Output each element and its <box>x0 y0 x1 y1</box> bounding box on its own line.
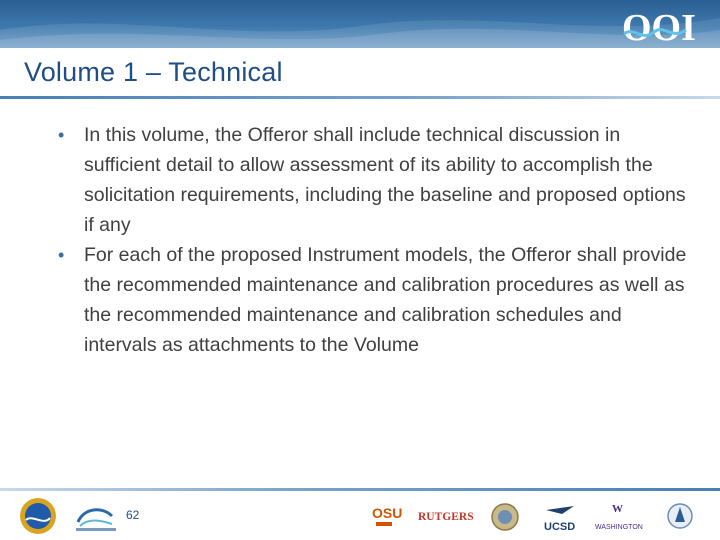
header-band <box>0 0 720 48</box>
osu-logo-icon <box>372 502 403 532</box>
bullet-item <box>58 240 698 360</box>
bullet-item <box>58 120 698 240</box>
slide-number: 62 <box>126 508 140 522</box>
ucsd-logo-icon <box>542 500 578 534</box>
bullet-text: For each of the proposed Instrument models, the Offeror shall provide the recommended maintenance and calibration procedures as well as the recommended maintenance and calibration schedules and intervals as attachments to the Volume <box>84 244 687 356</box>
university-seal-icon <box>666 500 694 532</box>
bullet-icon: • <box>58 125 65 145</box>
title-divider <box>0 96 720 99</box>
svg-text:OSU: OSU <box>372 505 403 521</box>
university-of-washington-logo-icon <box>594 500 644 534</box>
slide-title: Volume 1 – Technical <box>24 57 283 87</box>
ooi-logo <box>620 4 698 48</box>
nsf-logo-icon <box>18 496 58 536</box>
whoi-seal-icon <box>490 502 520 532</box>
title-area <box>0 48 720 98</box>
svg-text:UCSD: UCSD <box>544 521 576 533</box>
svg-text:RUTGERS: RUTGERS <box>418 511 474 523</box>
rutgers-logo-icon <box>418 506 472 526</box>
ocean-leadership-logo-icon <box>74 500 118 534</box>
bullet-list <box>58 120 698 360</box>
bullet-icon: • <box>58 245 65 265</box>
svg-text:OOI: OOI <box>622 7 696 49</box>
bullet-text: In this volume, the Offeror shall include technical discussion in sufficient detail to allow assessment of its ability to accomplish the solicitation requirements, including the baseline and proposed options if any <box>84 124 686 236</box>
footer-divider <box>0 488 720 491</box>
slide-content <box>58 120 698 360</box>
svg-text:WASHINGTON: WASHINGTON <box>595 524 643 531</box>
svg-text:W: W <box>612 503 623 515</box>
header-wave-graphic <box>0 0 720 48</box>
footer <box>0 488 720 540</box>
